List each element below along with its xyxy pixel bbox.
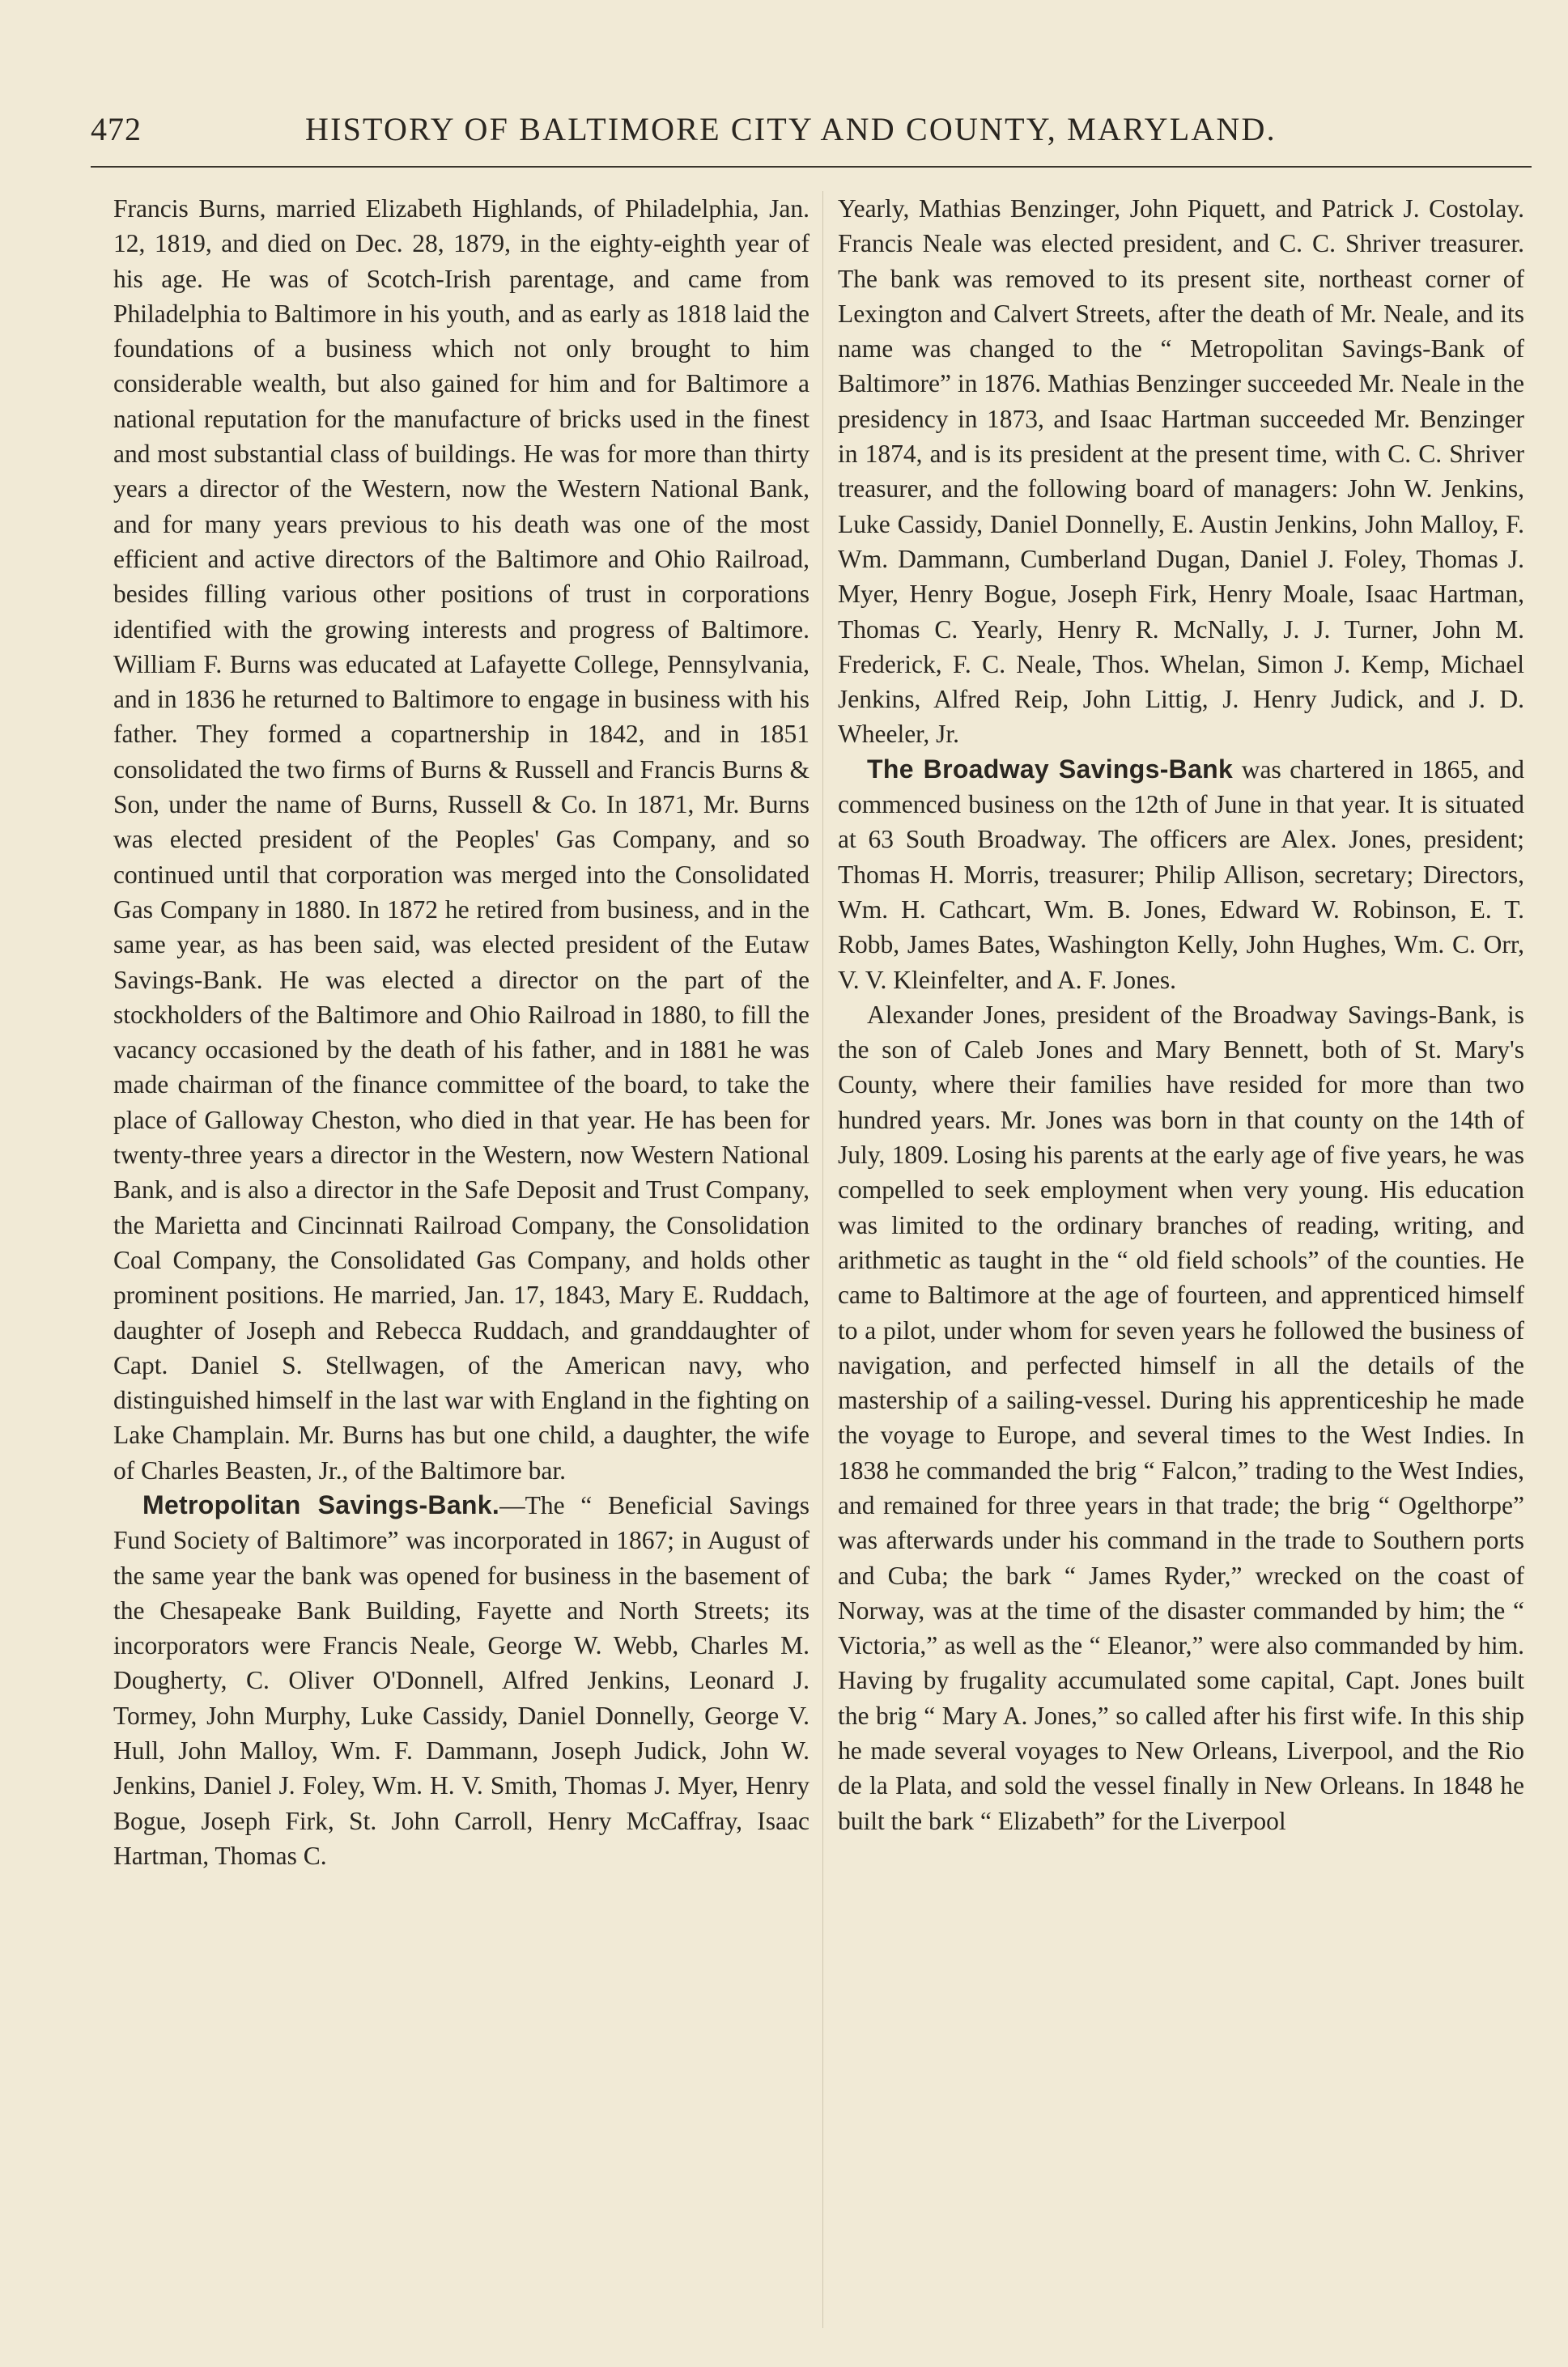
running-title: HISTORY OF BALTIMORE CITY AND COUNTY, MARYLAND. [305, 111, 1277, 147]
column-divider [822, 191, 823, 2328]
metropolitan-bank-text: —The “ Beneficial Savings Fund Society of Baltimore” was incorporated in 1867; in August of the same year the bank was opened for business in the basement of the Chesapeake Bank Building, Fayette and North Streets; its incorporators were Francis Neale, George W. Webb, Charles M. Dougherty, C. Oliver O'Donnell, Alfred Jenkins, Leonard J. Tormey, John Murphy, Luke Cassidy, Daniel Donnelly, George V. Hull, John Malloy, Wm. F. Dammann, Joseph Judick, John W. Jenkins, Daniel J. Foley, Wm. H. V. Smith, Thomas J. Myer, Henry Bogue, Joseph Firk, St. John Carroll, Henry McCaffray, Isaac Hartman, Thomas C. [113, 1490, 809, 1870]
broadway-bank-text: was chartered in 1865, and commenced business on the 12th of June in that year. It is situated at 63 South Broadway. The officers are Alex. Jones, president; Thomas H. Morris, treasurer; Philip Allison, secretary; Directors, Wm. H. Cathcart, Wm. B. Jones, Edward W. Robinson, E. T. Robb, James Bates, Washington Kelly, John Hughes, Wm. C. Orr, V. V. Kleinfelter, and A. F. Jones. [838, 754, 1524, 994]
left-column [113, 191, 809, 2344]
broadway-bank-paragraph [838, 752, 1524, 997]
jones-biography-paragraph: Alexander Jones, president of the Broadway Savings-Bank, is the son of Caleb Jones and Mary Bennett, both of St. Mary's County, where their families have resided for more than two hundred years. Mr. Jones was born in that county on the 14th of July, 1809. Losing his parents at the early age of five years, he was compelled to seek employment when very young. His education was limited to the ordinary branches of reading, writing, and arithmetic as taught in the “ old field schools” of the counties. He came to Baltimore at the age of fourteen, and apprenticed himself to a pilot, under whom for seven years he followed the business of navigation, and perfected himself in all the details of the mastership of a sailing-vessel. During his apprenticeship he made the voyage to Europe, and several times to the West Indies. In 1838 he commanded the brig “ Falcon,” trading to the West Indies, and remained for three years in that trade; the brig “ Ogelthorpe” was afterwards under his command in the trade to Southern ports and Cuba; the bark “ James Ryder,” wrecked on the coast of Norway, was at the time of the disaster commanded by him; the “ Victoria,” as well as the “ Eleanor,” were also commanded by him. Having by frugality accumulated some capital, Capt. Jones built the brig “ Mary A. Jones,” so called after his first wife. In this ship he made several voyages to New Orleans, Liverpool, and the Rio de la Plata, and sold the vessel finally in New Orleans. In 1848 he built the bark “ Elizabeth” for the Liverpool [838, 1000, 1524, 1835]
section-heading-metropolitan: Metropolitan Savings-Bank. [142, 1489, 500, 1519]
page-number: 472 [91, 111, 142, 147]
header-rule [91, 166, 1532, 168]
burns-biography-paragraph: Francis Burns, married Elizabeth Highlands, of Philadelphia, Jan. 12, 1819, and died on Dec. 28, 1879, in the eighty-eighth year of his age. He was of Scotch-Irish parentage, and came from Philadelphia to Baltimore in his youth, and as early as 1818 laid the foundations of a business which not only brought to him considerable wealth, but also gained for him and for Baltimore a national reputation for the manufacture of bricks used in the finest and most substantial class of buildings. He was for more than thirty years a director of the Western, now the Western National Bank, and for many years previous to his death was one of the most efficient and active directors of the Baltimore and Ohio Railroad, besides filling various other positions of trust in corporations identified with the growing interests and progress of Baltimore. William F. Burns was educated at Lafayette College, Pennsylvania, and in 1836 he returned to Baltimore to engage in business with his father. They formed a copartnership in 1842, and in 1851 consolidated the two firms of Burns & Russell and Francis Burns & Son, under the name of Burns, Russell & Co. In 1871, Mr. Burns was elected president of the Peoples' Gas Company, and so continued until that corporation was merged into the Consolidated Gas Company in 1880. In 1872 he retired from business, and in the same year, as has been said, was elected president of the Eutaw Savings-Bank. He was elected a director on the part of the stockholders of the Baltimore and Ohio Railroad in 1880, to fill the vacancy occasioned by the death of his father, and in 1881 he was made chairman of the finance committee of the board, to take the place of Galloway Cheston, who died in that year. He has been for twenty-three years a director in the Western, now Western National Bank, and is also a director in the Safe Deposit and Trust Company, the Marietta and Cincinnati Railroad Company, the Consolidation Coal Company, the Consolidated Gas Company, and holds other prominent positions. He married, Jan. 17, 1843, Mary E. Ruddach, daughter of Joseph and Rebecca Ruddach, and granddaughter of Capt. Daniel S. Stellwagen, of the American navy, who distinguished himself in the last war with England in the fighting on Lake Champlain. Mr. Burns has but one child, a daughter, the wife of Charles Beasten, Jr., of the Baltimore bar. [113, 194, 809, 1485]
metropolitan-bank-paragraph [113, 1488, 809, 1873]
page-header [91, 102, 1353, 155]
metropolitan-continued-paragraph: Yearly, Mathias Benzinger, John Piquett, and Patrick J. Costolay. Francis Neale was elected president, and C. C. Shriver treasurer. The bank was removed to its present site, northeast corner of Lexington and Calvert Streets, after the death of Mr. Neale, and its name was changed to the “ Metropolitan Savings-Bank of Baltimore” in 1876. Mathias Benzinger succeeded Mr. Neale in the presidency in 1873, and Isaac Hartman succeeded Mr. Benzinger in 1874, and is its president at the present time, with C. C. Shriver treasurer, and the following board of managers: John W. Jenkins, Luke Cassidy, Daniel Donnelly, E. Austin Jenkins, John Malloy, F. Wm. Dammann, Cumberland Dugan, Daniel J. Foley, Thomas J. Myer, Henry Bogue, Joseph Firk, Henry Moale, Isaac Hartman, Thomas C. Yearly, Henry R. McNally, J. J. Turner, John M. Frederick, F. C. Neale, Thos. Whelan, Simon J. Kemp, Michael Jenkins, Alfred Reip, John Littig, J. Henry Judick, and J. D. Wheeler, Jr. [838, 194, 1524, 749]
right-column [838, 191, 1524, 2344]
section-heading-broadway: The Broadway Savings-Bank [867, 754, 1234, 784]
